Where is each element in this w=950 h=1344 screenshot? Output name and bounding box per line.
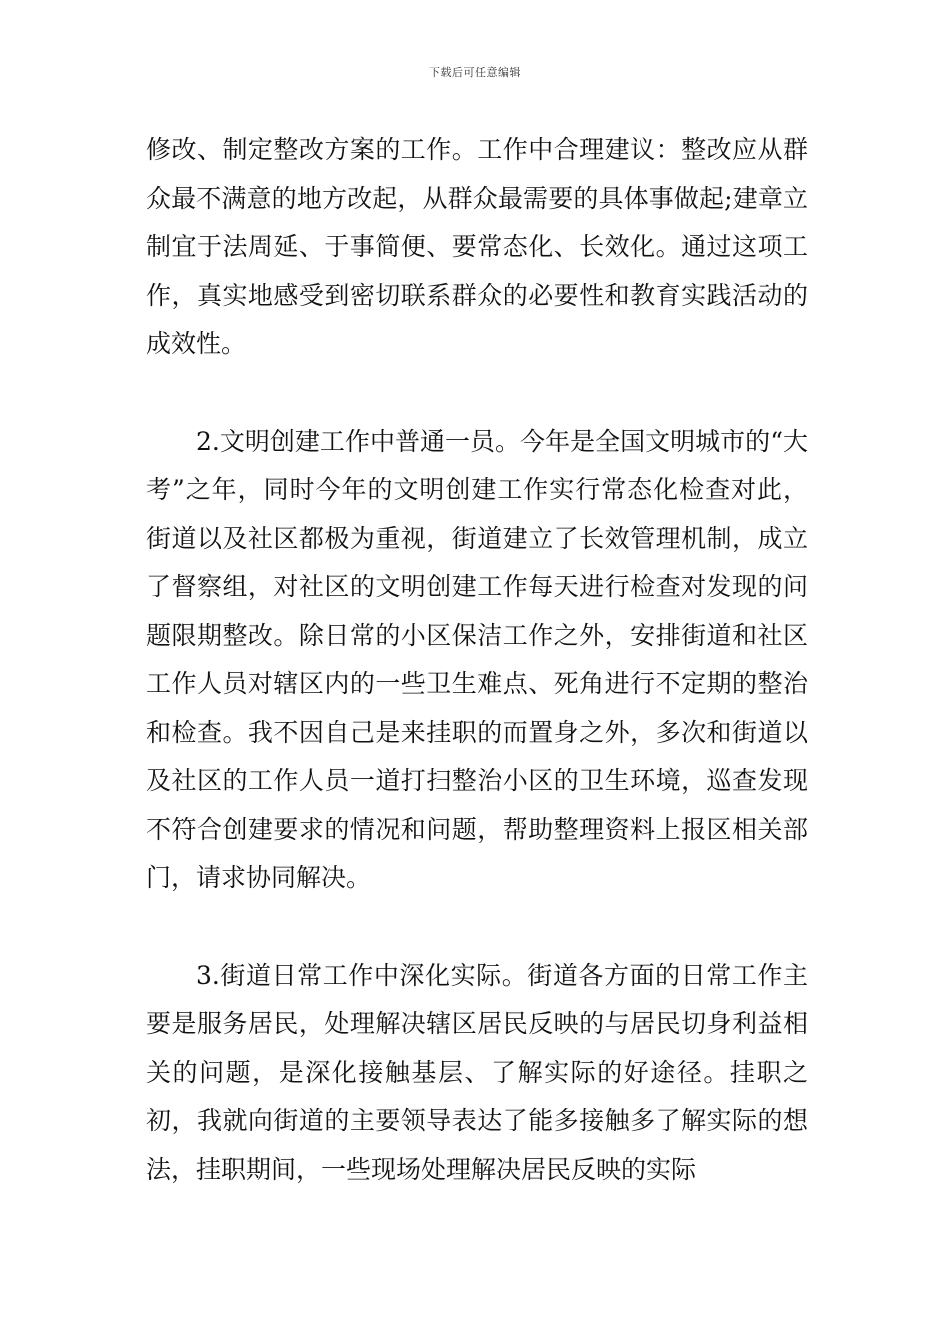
- paragraph-2: 2.文明创建工作中普通一员。今年是全国文明城市的“大考”之年，同时今年的文明创建工作实行常态化检查对此，街道以及社区都极为重视，街道建立了长效管理机制，成立了督察组，对社区的文明创建工作每天进行检查对发现的问题限期整改。除日常的小区保洁工作之外，安排街道和社区工作人员对辖区内的一些卫生难点、死角进行不定期的整治和检查。我不因自己是来挂职的而置身之外，多次和街道以及社区的工作人员一道打扫整治小区的卫生环境，巡查发现不符合创建要求的情况和问题，帮助整理资料上报区相关部门，请求协同解决。: [146, 426, 808, 892]
- document-body: [146, 126, 808, 1194]
- paragraph-3: 3.街道日常工作中深化实际。街道各方面的日常工作主要是服务居民，处理解决辖区居民反映的与居民切身利益相关的问题，是深化接触基层、了解实际的好途径。挂职之初，我就向街道的主要领导表达了能多接触多了解实际的想法，挂职期间，一些现场处理解决居民反映的实际: [146, 960, 808, 1184]
- paragraph-gap: [146, 369, 808, 418]
- paragraph-gap: [146, 903, 808, 952]
- page-header: 下载后可任意编辑: [429, 66, 521, 79]
- paragraph-1: 修改、制定整改方案的工作。工作中合理建议：整改应从群众最不满意的地方改起，从群众最需要的具体事做起;建章立制宜于法周延、于事简便、要常态化、长效化。通过这项工作，真实地感受到密切联系群众的必要性和教育实践活动的成效性。: [146, 135, 808, 358]
